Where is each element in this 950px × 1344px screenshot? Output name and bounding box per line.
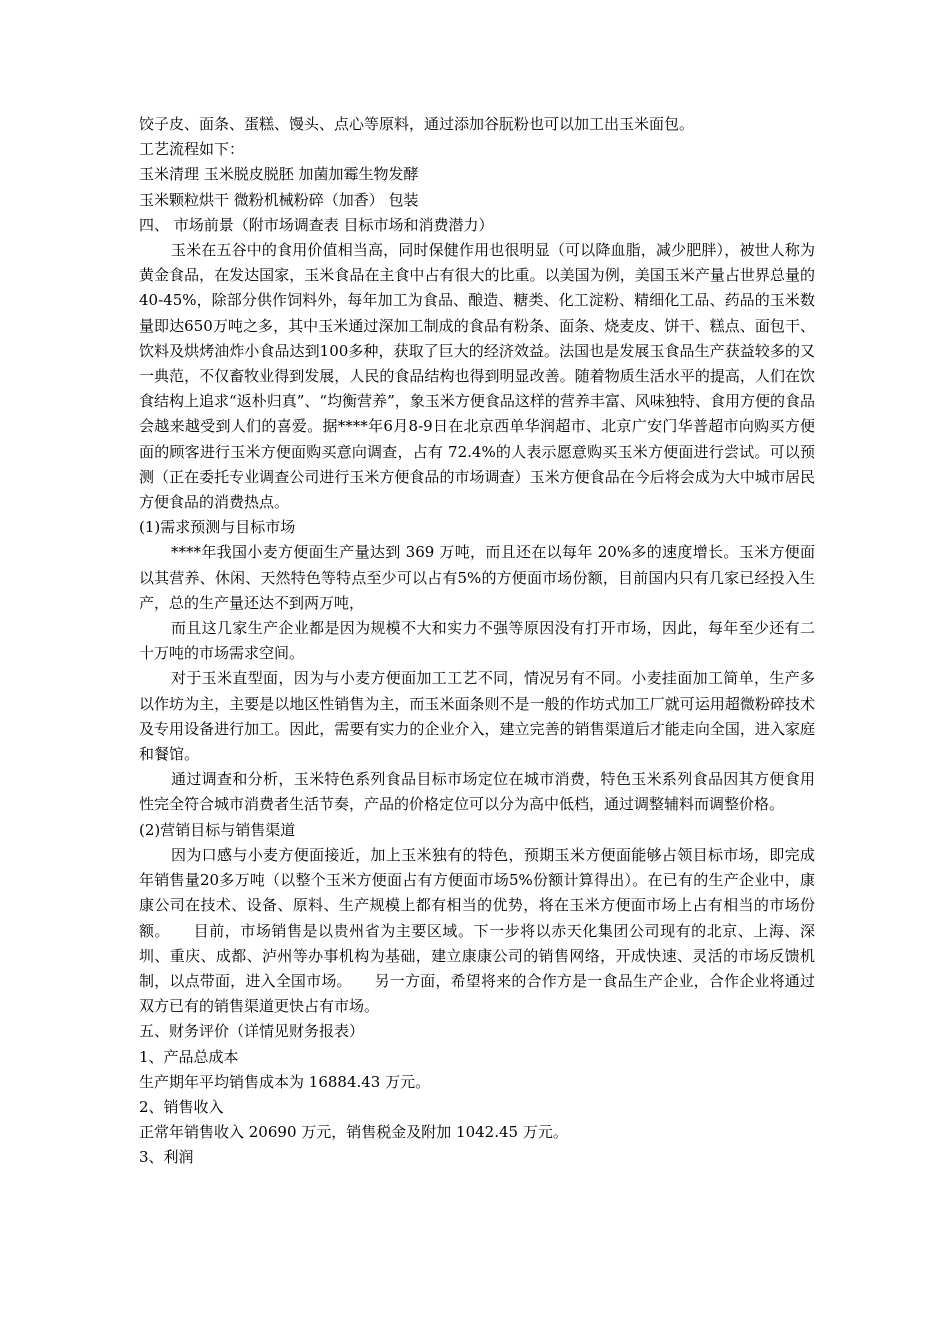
subsection-1-paragraph-1: ****年我国小麦方便面生产量达到 369 万吨，而且还在以每年 20%多的速度增长。玉米方便面以其营养、休闲、天然特色等特点至少可以占有5%的方便面市场份额，目前国内只有几家已经投入生产，总的生产量还达不到两万吨， [139,543,815,612]
subsection-1-paragraph-3: 对于玉米直型面，因为与小麦方便面加工工艺不同，情况另有不同。小麦挂面加工简单，生产多以作坊为主，主要是以地区性销售为主，而玉米面条则不是一般的作坊式加工厂就可运用超微粉碎技术及专用设备进行加工。因此，需要有实力的企业介入，建立完善的销售渠道后才能走向全国，进入家庭和餐馆。 [139,669,815,764]
subsection-1-paragraph-2: 而且这几家生产企业都是因为规模不大和实力不强等原因没有打开市场，因此，每年至少还有二十万吨的市场需求空间。 [139,619,815,663]
section-4-heading: 四、 市场前景（附市场调查表 目标市场和消费潜力） [139,215,494,234]
section-5-heading: 五、财务评价（详情见财务报表） [139,1022,365,1041]
document-page [139,112,815,1171]
item-2-text: 正常年销售收入 20690 万元，销售税金及附加 1042.45 万元。 [139,1123,568,1142]
subsection-1-paragraph-4: 通过调查和分析，玉米特色系列食品目标市场定位在城市消费，特色玉米系列食品因其方便食用性完全符合城市消费者生活节奏，产品的价格定位可以分为高中低档，通过调整辅料而调整价格。 [139,770,815,814]
process-line-2: 玉米颗粒烘干 微粉机械粉碎（加香） 包装 [139,190,419,209]
subsection-2-heading: (2)营销目标与销售渠道 [139,820,296,839]
item-1-text: 生产期年平均销售成本为 16884.43 万元。 [139,1072,431,1091]
process-line-1: 玉米清理 玉米脱皮脱胚 加菌加霉生物发酵 [139,165,419,184]
section-4-paragraph: 玉米在五谷中的食用价值相当高，同时保健作用也很明显（可以降血脂，减少肥胖），被世人称为黄金食品，在发达国家，玉米食品在主食中占有很大的比重。以美国为例，美国玉米产量占世界总量的40-45%，除部分供作饲料外，每年加工为食品、酿造、糖类、化工淀粉、精细化工品、药品的玉米数量即达650万吨之多，其中玉米通过深加工制成的食品有粉条、面条、烧麦皮、饼干、糕点、面包干、饮料及烘烤油炸小食品达到100多种，获取了巨大的经济效益。法国也是发展玉食品生产获益较多的又一典范，不仅畜牧业得到发展，人民的食品结构也得到明显改善。随着物质生活水平的提高，人们在饮食结构上追求“返朴归真”、“均衡营养”，象玉米方便食品这样的营养丰富、风味独特、食用方便的食品会越来越受到人们的喜爱。据****年6月8-9日在北京西单华润超市、北京广安门华普超市向购买方便面的顾客进行玉米方便面购买意向调查，占有 72.4%的人表示愿意购买玉米方便面进行尝试。可以预测（正在委托专业调查公司进行玉米方便食品的市场调查）玉米方便食品在今后将会成为大中城市居民方便食品的消费热点。 [139,241,815,512]
item-1-heading: 1、产品总成本 [139,1047,239,1066]
process-heading: 工艺流程如下： [139,140,245,159]
item-2-heading: 2、销售收入 [139,1097,224,1116]
item-3-heading: 3、利润 [139,1148,194,1167]
intro-continuation: 饺子皮、面条、蛋糕、馒头、点心等原料，通过添加谷朊粉也可以加工出玉米面包。 [139,115,695,133]
subsection-1-heading: (1)需求预测与目标市场 [139,518,296,537]
subsection-2-paragraph: 因为口感与小麦方便面接近，加上玉米独有的特色，预期玉米方便面能够占领目标市场，即完成年销售量20多万吨（以整个玉米方便面占有方便面市场5%份额计算得出）。在已有的生产企业中，康康公司在技术、设备、原料、生产规模上都有相当的优势，将在玉米方便面市场上占有相当的市场份额。 目前，市场销售是以贵州省为主要区域。下一步将以赤天化集团公司现有的北京、上海、深圳、重庆、成都、泸州等办事机构为基础，建立康康公司的销售网络，开成快速、灵活的市场反馈机制，以点带面，进入全国市场。 另一方面，希望将来的合作方是一食品生产企业，合作企业将通过双方已有的销售渠道更快占有市场。 [139,845,815,1016]
